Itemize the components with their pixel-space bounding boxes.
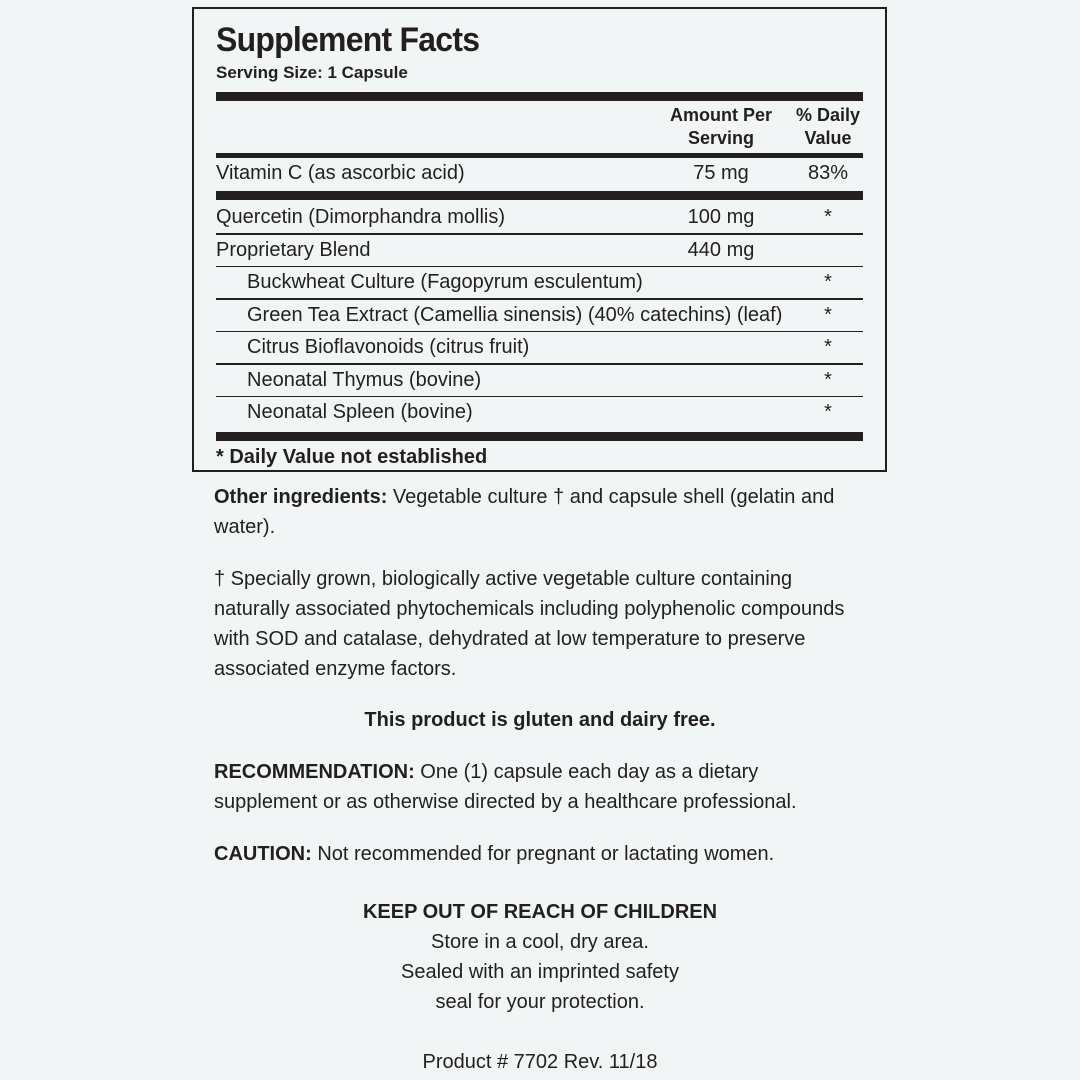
caution-text: Not recommended for pregnant or lactating women.	[311, 843, 775, 865]
recommendation-text: One (1) capsule each day as a dietary supplement or as otherwise directed by a healthcare professional.	[214, 761, 797, 813]
other-ingredients	[214, 482, 874, 542]
other-ingredients-text: Vegetable culture † and capsule shell (gelatin and water).	[214, 486, 835, 538]
other-ingredients-label: Other ingredients:	[214, 486, 388, 508]
product-number: Product # 7702 Rev. 11/18	[422, 1051, 658, 1073]
caution	[214, 839, 874, 869]
divider-thick	[216, 432, 863, 441]
nutrient-row: Quercetin (Dimorphandra mollis) 100 mg *	[216, 206, 832, 228]
blend-ingredient-row: Buckwheat Culture (Fagopyrum esculentum) *	[247, 271, 832, 293]
amount-per-serving-header: Amount Per Serving	[669, 105, 772, 148]
recommendation	[214, 757, 854, 817]
nutrient-row: Proprietary Blend 440 mg	[216, 238, 755, 261]
supplement-facts-panel	[192, 7, 887, 472]
storage-line: Store in a cool, dry area.	[431, 931, 649, 953]
storage-line: Sealed with an imprinted safety	[401, 961, 679, 983]
daily-value-header: % Daily Value	[795, 105, 861, 148]
gluten-dairy-free-note: This product is gluten and dairy free.	[364, 709, 716, 731]
daily-value-footnote: * Daily Value not established	[216, 446, 488, 468]
blend-ingredient-row: Green Tea Extract (Camellia sinensis) (40% catechins) (leaf) *	[247, 303, 832, 326]
serving-size: Serving Size: 1 Capsule	[216, 63, 408, 82]
caution-label: CAUTION:	[214, 843, 312, 865]
blend-ingredient-row: Neonatal Thymus (bovine) *	[247, 368, 832, 391]
vegetable-culture-note: † Specially grown, biologically active vegetable culture containing naturally associated phytochemicals including polyphenolic compounds with SOD and catalase, dehydrated at low temperature to preserve associated enzyme factors.	[214, 568, 845, 680]
blend-ingredient-row: Citrus Bioflavonoids (citrus fruit) *	[247, 336, 832, 358]
recommendation-label: RECOMMENDATION:	[214, 761, 415, 783]
facts-title: Supplement Facts	[216, 21, 480, 59]
column-header	[216, 101, 863, 153]
keep-out-of-reach-heading: KEEP OUT OF REACH OF CHILDREN	[362, 901, 718, 923]
nutrient-row: Vitamin C (as ascorbic acid) 75 mg 83%	[216, 162, 849, 184]
divider-thick	[216, 92, 863, 101]
storage-block	[0, 897, 1080, 1017]
blend-ingredient-row: Neonatal Spleen (bovine) *	[247, 401, 832, 423]
storage-line: seal for your protection.	[435, 991, 645, 1013]
divider-thick	[216, 191, 863, 200]
